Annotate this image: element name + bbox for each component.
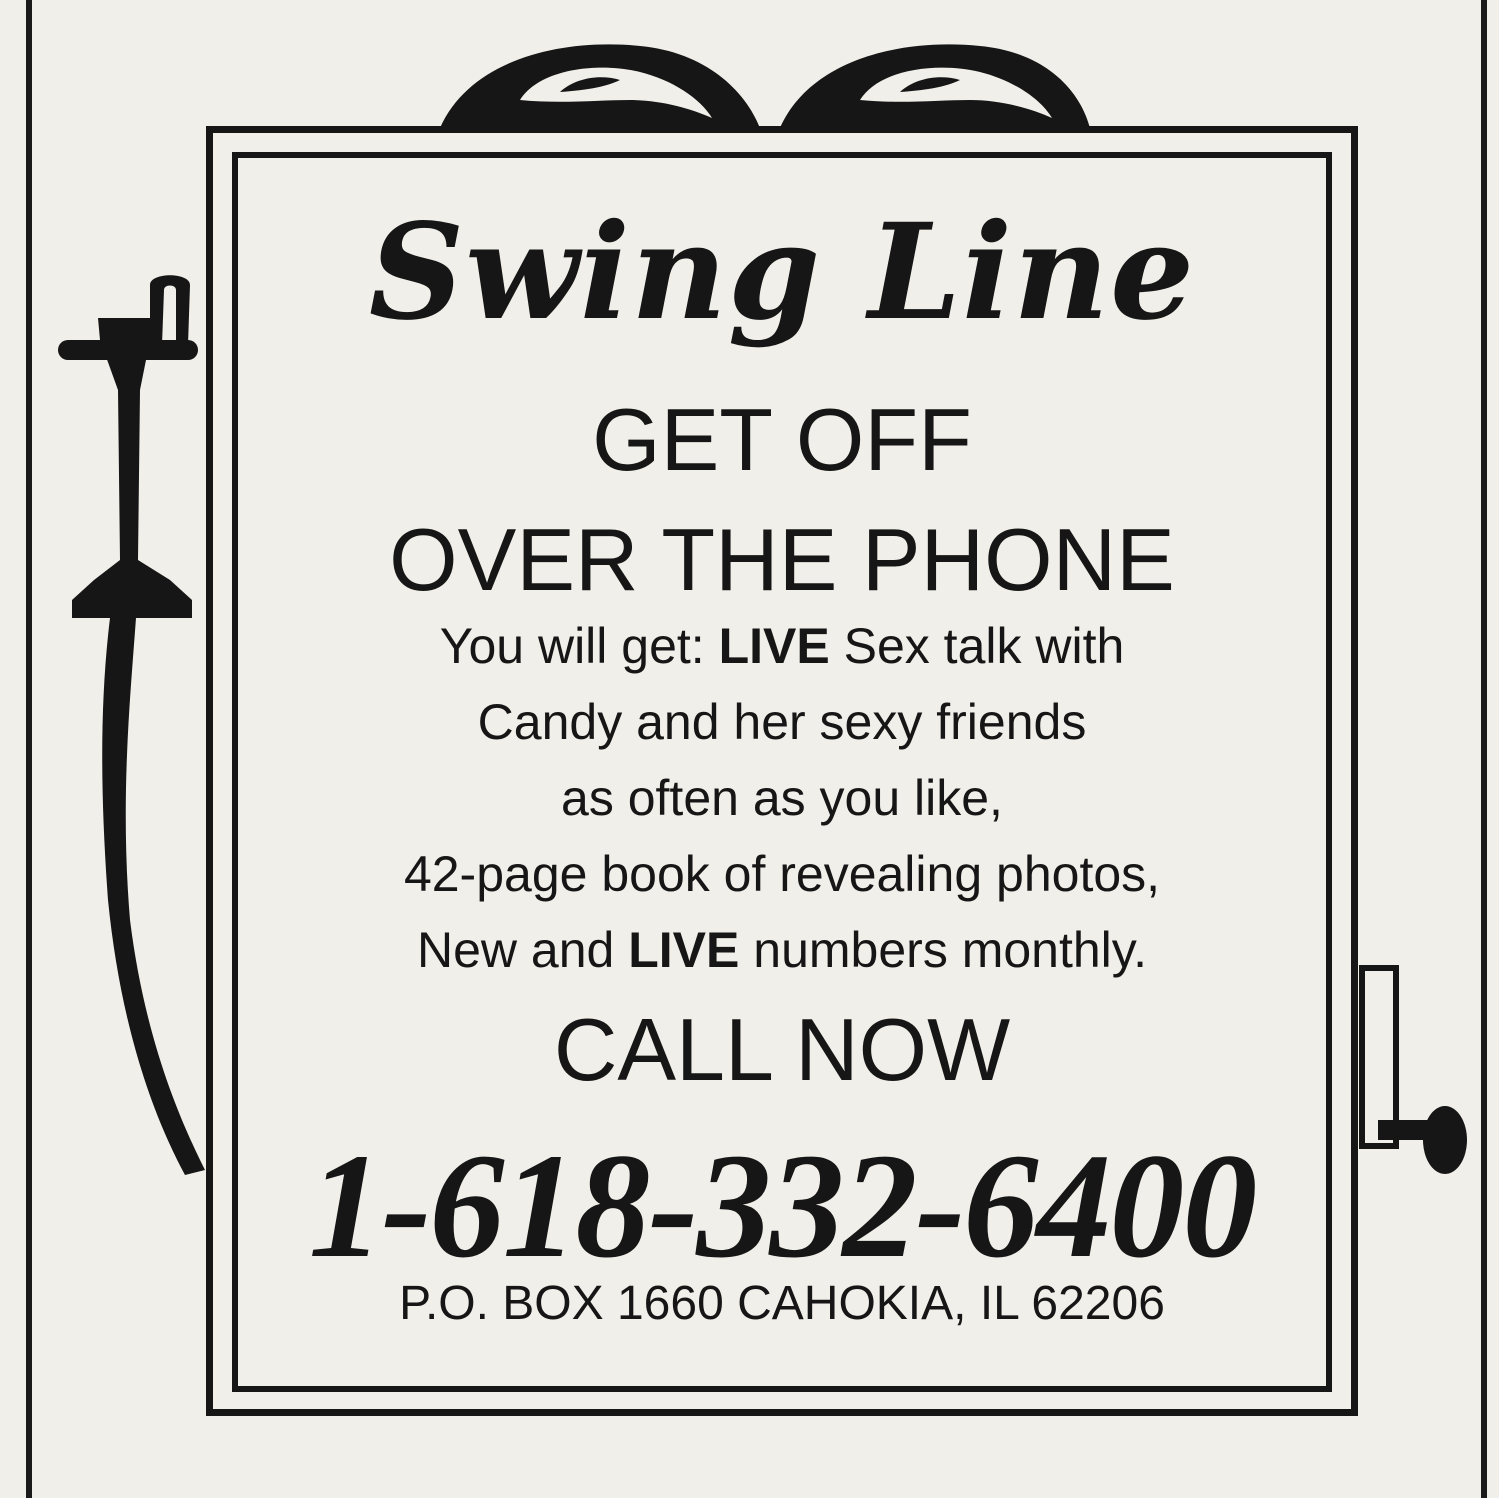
bell-right-icon	[780, 44, 1090, 128]
headline-line-2: OVER THE PHONE	[389, 510, 1175, 609]
body-line-1-post: Sex talk with	[829, 618, 1125, 674]
call-now-text: CALL NOW	[553, 1000, 1011, 1099]
body-line-5	[238, 920, 1326, 980]
phone-number: 1-618-332-6400	[308, 1123, 1256, 1289]
body-line-3: as often as you like,	[561, 770, 1003, 826]
body-line-5-live: LIVE	[628, 922, 740, 978]
body-line-5-post: numbers monthly.	[739, 922, 1147, 978]
ad-content	[238, 158, 1326, 1386]
body-line-1-live: LIVE	[718, 618, 830, 674]
body-line-5-pre: New and	[417, 922, 629, 978]
body-line-1-pre: You will get:	[439, 618, 719, 674]
headline-line-1: GET OFF	[592, 390, 972, 489]
body-line-1	[238, 616, 1326, 676]
bell-left-icon	[440, 44, 760, 128]
body-line-2: Candy and her sexy friends	[477, 694, 1087, 750]
body-line-4: 42-page book of revealing photos,	[403, 846, 1161, 902]
mailing-address: P.O. BOX 1660 CAHOKIA, IL 62206	[399, 1277, 1165, 1330]
brand-title: Swing Line	[368, 195, 1196, 350]
receiver-icon	[58, 275, 205, 1175]
crank-handle-icon	[1362, 968, 1467, 1174]
